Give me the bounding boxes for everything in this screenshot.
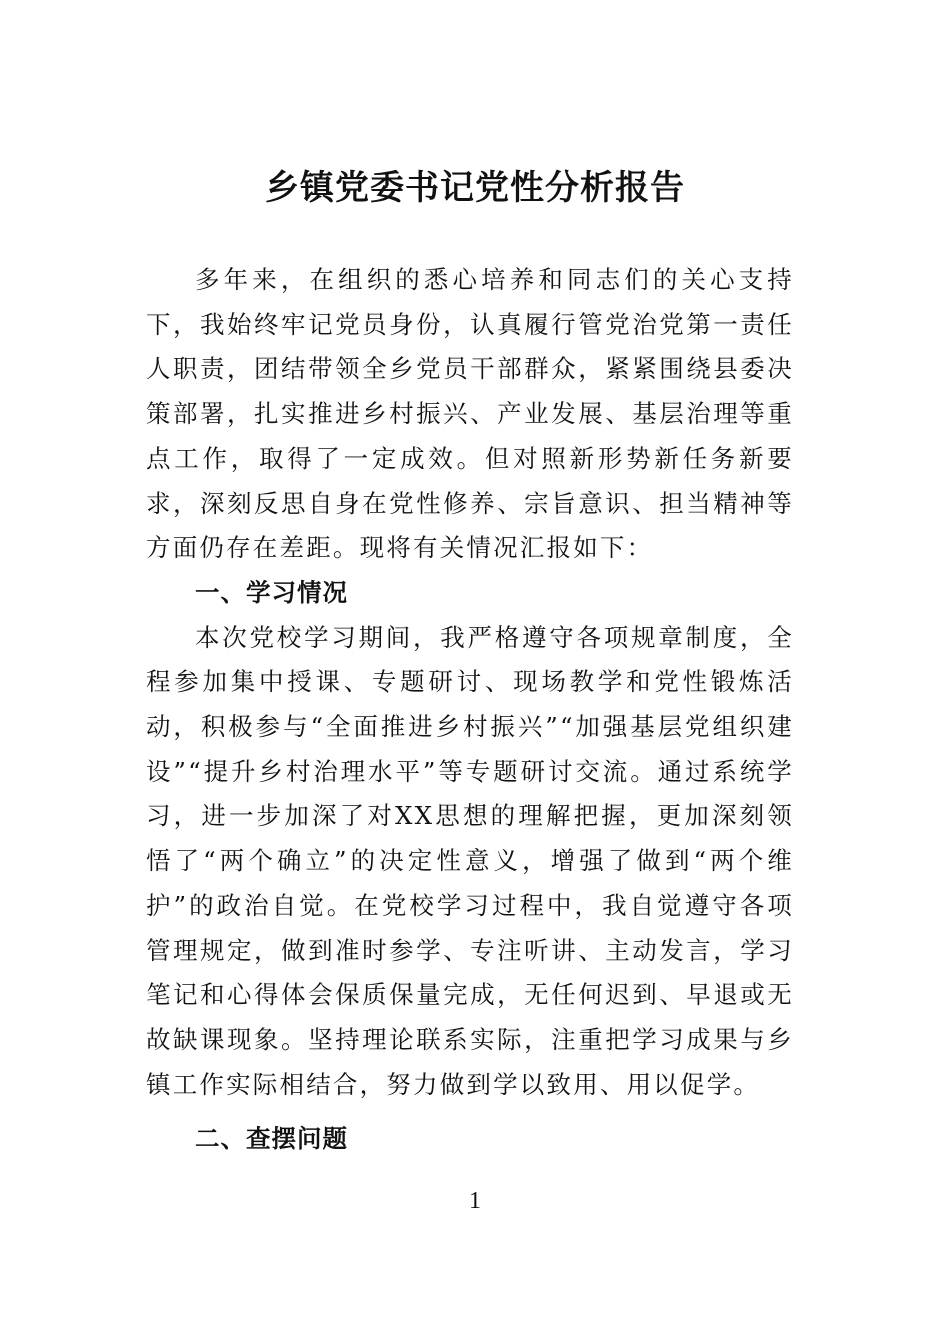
section-paragraph-study: 本次党校学习期间，我严格遵守各项规章制度，全程参加集中授课、专题研讨、现场教学和党性锻炼活动，积极参与“全面推进乡村振兴”“加强基层党组织建设”“提升乡村治理水平”等专题研讨交流。通过系统学习，进一步加深了对XX思想的理解把握，更加深刻领悟了“两个确立”的决定性意义，增强了做到“两个维护”的政治自觉。在党校学习过程中，我自觉遵守各项管理规定，做到准时参学、专注听讲、主动发言，学习笔记和心得体会保质保量完成，无任何迟到、早退或无故缺课现象。坚持理论联系实际，注重把学习成果与乡镇工作实际相结合，努力做到学以致用、用以促学。 [146, 622, 794, 1099]
section-heading-study: 一、学习情况 [195, 577, 348, 607]
intro-paragraph: 多年来，在组织的悉心培养和同志们的关心支持下，我始终牢记党员身份，认真履行管党治党第一责任人职责，团结带领全乡党员干部群众，紧紧围绕县委决策部署，扎实推进乡村振兴、产业发展、基层治理等重点工作，取得了一定成效。但对照新形势新任务新要求，深刻反思自身在党性修养、宗旨意识、担当精神等方面仍存在差距。现将有关情况汇报如下： [146, 265, 794, 563]
section-heading-problems: 二、查摆问题 [195, 1124, 348, 1154]
document-title: 乡镇党委书记党性分析报告 [265, 168, 685, 208]
page-number: 1 [469, 1188, 481, 1214]
document-body [146, 258, 794, 1162]
